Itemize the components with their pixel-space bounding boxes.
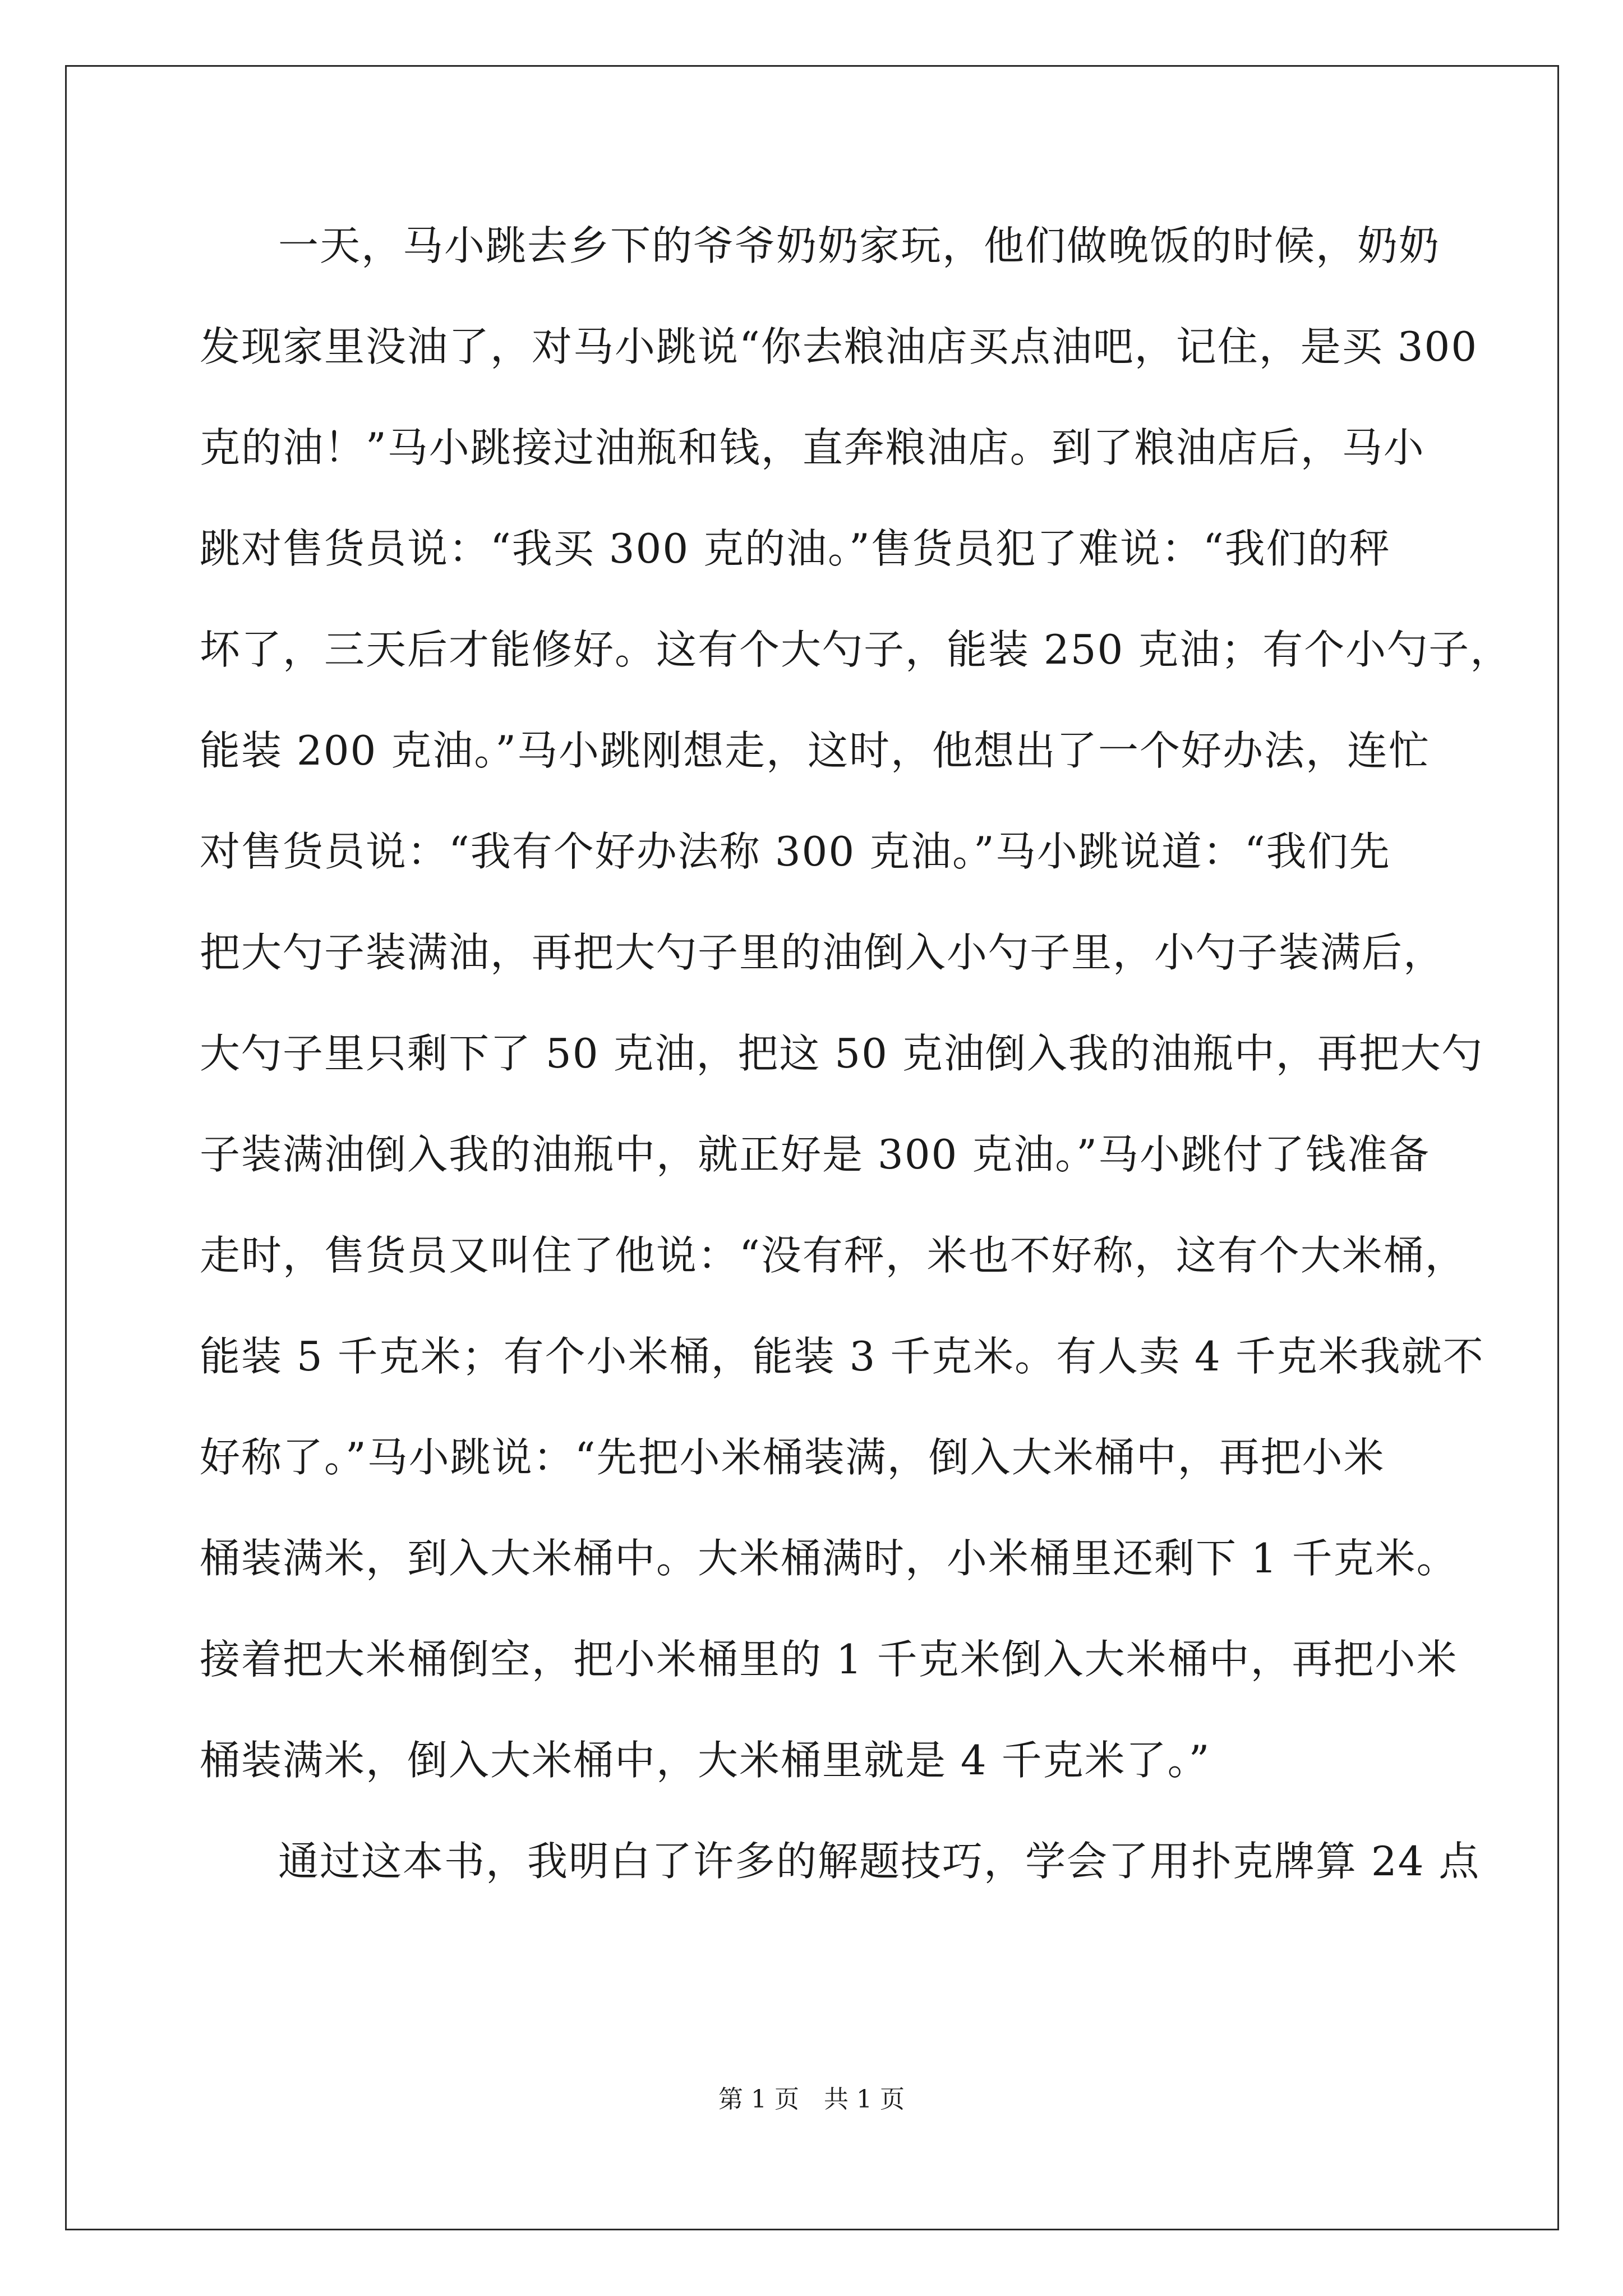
paragraph-line: 走时，售货员又叫住了他说：“没有秤，米也不好称，这有个大米桶， bbox=[200, 1232, 1467, 1279]
paragraph-line: 通过这本书，我明白了许多的解题技巧，学会了用扑克牌算 24 点 bbox=[278, 1838, 1481, 1885]
paragraph-line: 一天，马小跳去乡下的爷爷奶奶家玩，他们做晚饭的时候，奶奶 bbox=[278, 222, 1441, 269]
paragraph-line: 跳对售货员说：“我买 300 克的油。”售货员犯了难说：“我们的秤 bbox=[200, 525, 1391, 572]
paragraph-line: 桶装满米，到入大米桶中。大米桶满时，小米桶里还剩下 1 千克米。 bbox=[200, 1535, 1458, 1582]
paragraph-line: 接着把大米桶倒空，把小米桶里的 1 千克米倒入大米桶中，再把小米 bbox=[200, 1636, 1458, 1683]
paragraph-line: 克的油！”马小跳接过油瓶和钱，直奔粮油店。到了粮油店后，马小 bbox=[200, 424, 1425, 471]
paragraph-line: 大勺子里只剩下了 50 克油，把这 50 克油倒入我的油瓶中，再把大勺 bbox=[200, 1030, 1483, 1077]
paragraph-line: 把大勺子装满油，再把大勺子里的油倒入小勺子里，小勺子装满后， bbox=[200, 929, 1445, 976]
paragraph-line: 能装 5 千克米；有个小米桶，能装 3 千克米。有人卖 4 千克米我就不 bbox=[200, 1333, 1484, 1380]
page-number-footer: 第 1 页 共 1 页 bbox=[718, 2085, 905, 2114]
paragraph-line: 子装满油倒入我的油瓶中，就正好是 300 克油。”马小跳付了钱准备 bbox=[200, 1131, 1431, 1178]
paragraph-line: 好称了。”马小跳说：“先把小米桶装满，倒入大米桶中，再把小米 bbox=[200, 1434, 1385, 1481]
paragraph-line: 对售货员说：“我有个好办法称 300 克油。”马小跳说道：“我们先 bbox=[200, 828, 1391, 875]
paragraph-line: 坏了，三天后才能修好。这有个大勺子，能装 250 克油；有个小勺子， bbox=[200, 626, 1512, 673]
paragraph-line: 桶装满米，倒入大米桶中，大米桶里就是 4 千克米了。” bbox=[200, 1737, 1211, 1784]
paragraph-line: 发现家里没油了，对马小跳说“你去粮油店买点油吧，记住，是买 300 bbox=[200, 323, 1478, 370]
paragraph-line: 能装 200 克油。”马小跳刚想走，这时，他想出了一个好办法，连忙 bbox=[200, 727, 1431, 774]
